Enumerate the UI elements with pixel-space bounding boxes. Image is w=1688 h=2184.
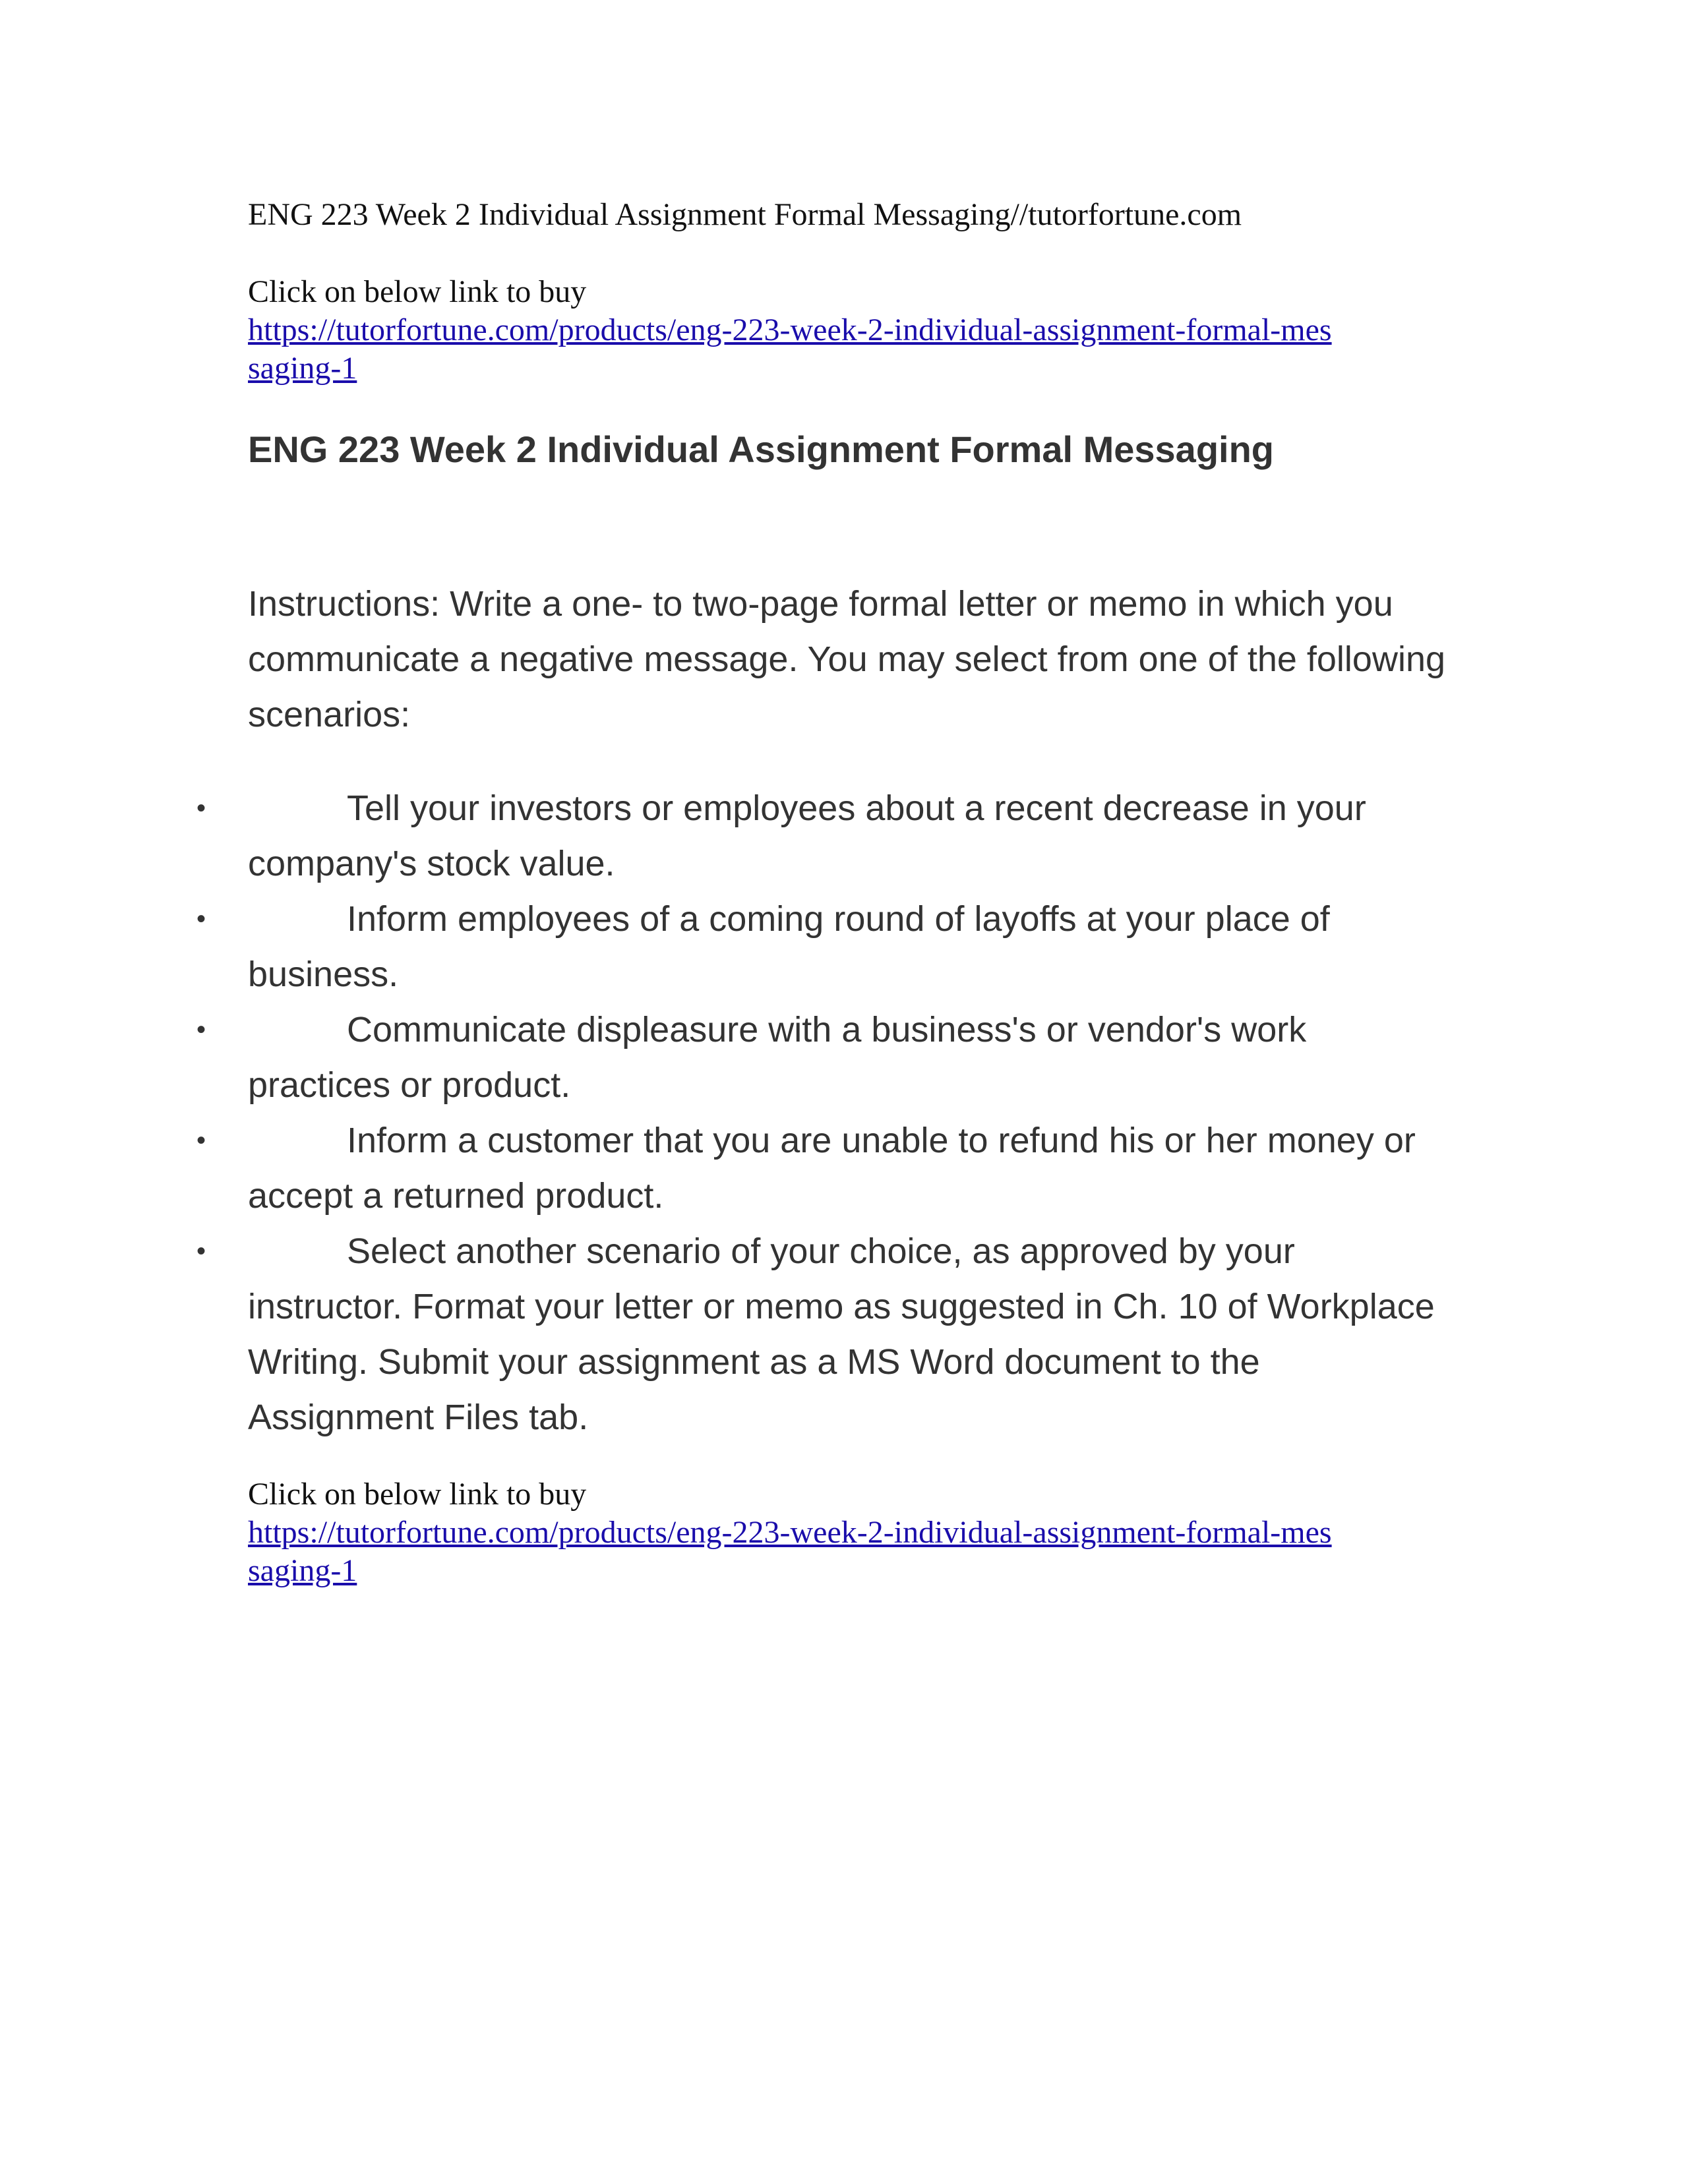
- scenario-text: Communicate displeasure with a business's or vendor's work practices or product.: [248, 1010, 1307, 1105]
- scenario-list-item: [0, 1224, 1448, 1445]
- scenario-list-item: [0, 781, 1448, 891]
- scenario-list-item: [0, 1002, 1448, 1113]
- buy-section-bottom: [248, 1475, 1474, 1590]
- bullet-icon: •: [196, 794, 206, 823]
- bullet-icon: •: [196, 1237, 206, 1266]
- buy-section-top: [248, 273, 1474, 388]
- bullet-icon: •: [196, 1015, 206, 1044]
- buy-prompt: Click on below link to buy: [248, 274, 587, 309]
- scenario-text: Select another scenario of your choice, as approved by your instructor. Format your letter or memo as suggested in Ch. 10 of Workplace Writing. Submit your assignment as a MS Word document to the Assignment Files tab.: [248, 1231, 1435, 1437]
- buy-link[interactable]: https://tutorfortune.com/products/eng-223-week-2-individual-assignment-formal-messaging-1: [248, 312, 1332, 386]
- scenario-list-item: [0, 1113, 1448, 1224]
- scenario-text: Tell your investors or employees about a recent decrease in your company's stock value.: [248, 788, 1366, 883]
- document-title-line: ENG 223 Week 2 Individual Assignment Formal Messaging//tutorfortune.com: [248, 197, 1242, 232]
- assignment-heading: ENG 223 Week 2 Individual Assignment Formal Messaging: [248, 428, 1274, 470]
- buy-prompt: Click on below link to buy: [248, 1477, 587, 1512]
- bullet-icon: •: [196, 904, 206, 933]
- scenario-text: Inform employees of a coming round of layoffs at your place of business.: [248, 899, 1330, 994]
- scenario-list-item: [0, 891, 1448, 1002]
- bullet-icon: •: [196, 1126, 206, 1155]
- scenario-text: Inform a customer that you are unable to refund his or her money or accept a returned product.: [248, 1121, 1416, 1216]
- scenario-list: [0, 781, 1688, 1445]
- instructions-paragraph: Instructions: Write a one- to two-page formal letter or memo in which you communicate a negative message. You may select from one of the following scenarios:: [248, 584, 1446, 734]
- buy-link[interactable]: https://tutorfortune.com/products/eng-223-week-2-individual-assignment-formal-messaging-1: [248, 1515, 1332, 1588]
